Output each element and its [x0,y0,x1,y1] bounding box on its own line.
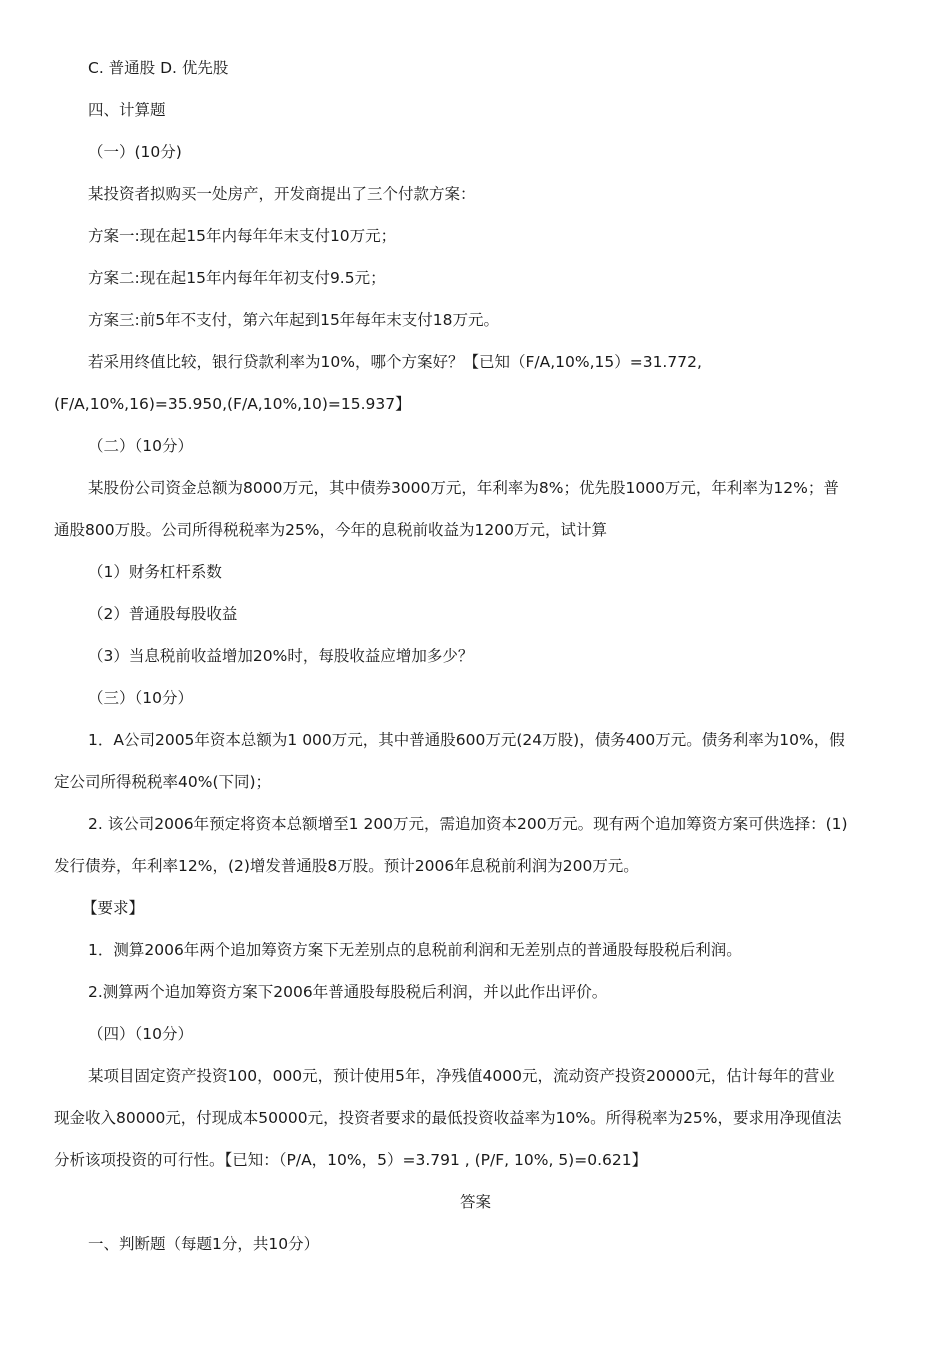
question-4-body-cont-2: 分析该项投资的可行性。【已知：（P/A，10%，5）=3.791 , (P/F, 10%, 5)=0.621】 [54,1151,648,1169]
question-3-heading: （三）（10分） [88,689,193,707]
answer-heading: 答案 [459,1193,491,1211]
question-3-req-1: 1．测算2006年两个追加筹资方案下无差别点的息税前利润和无差别点的普通股每股税后利润。 [88,941,742,959]
answer-section-1: 一、判断题（每题1分，共10分） [88,1235,320,1253]
question-2-body-cont: 通股800万股。公司所得税税率为25%，今年的息税前收益为1200万元，试计算 [54,521,607,539]
question-2-item-3: （3）当息税前收益增加20%时，每股收益应增加多少？ [88,647,474,665]
question-1-ask: 若采用终值比较，银行贷款利率为10%，哪个方案好？【已知（F/A,10%,15）=31.772, [88,353,702,371]
question-1-intro: 某投资者拟购买一处房产，开发商提出了三个付款方案： [88,185,476,203]
choice-options-line: C. 普通股 D. 优先股 [88,59,229,77]
question-2-item-2: （2）普通股每股收益 [88,605,238,623]
section-heading-calc: 四、计算题 [88,101,166,119]
question-3-para-1-cont: 定公司所得税税率40%(下同)； [54,773,272,791]
question-4-body: 某项目固定资产投资100，000元，预计使用5年，净残值4000元，流动资产投资20000元，估计每年的营业 [88,1067,835,1085]
question-1-plan-3: 方案三:前5年不支付，第六年起到15年每年末支付18万元。 [88,311,500,329]
question-1-plan-2: 方案二:现在起15年内每年年初支付9.5元； [88,269,386,287]
question-4-body-cont-1: 现金收入80000元，付现成本50000元，投资者要求的最低投资收益率为10%。所得税率为25%，要求用净现值法 [54,1109,842,1127]
question-1-ask-cont: (F/A,10%,16)=35.950,(F/A,10%,10)=15.937】 [54,395,411,413]
question-1-plan-1: 方案一:现在起15年内每年年末支付10万元； [88,227,397,245]
question-4-heading: （四）（10分） [88,1025,193,1043]
question-3-para-2: 2. 该公司2006年预定将资本总额增至1 200万元，需追加资本200万元。现有两个追加筹资方案可供选择：(1) [88,815,848,833]
question-2-heading: （二）（10分） [88,437,193,455]
question-3-requirements: 【要求】 [82,899,145,917]
question-1-heading: （一）(10分) [88,143,182,161]
question-3-req-2: 2.测算两个追加筹资方案下2006年普通股每股税后利润，并以此作出评价。 [88,983,608,1001]
question-2-item-1: （1）财务杠杆系数 [88,563,222,581]
question-3-para-1: 1．A公司2005年资本总额为1 000万元，其中普通股600万元(24万股)，债务400万元。债务利率为10%，假 [88,731,845,749]
question-2-body: 某股份公司资金总额为8000万元，其中债券3000万元，年利率为8%；优先股1000万元，年利率为12%；普 [88,479,839,497]
question-3-para-2-cont: 发行债券，年利率12%，(2)增发普通股8万股。预计2006年息税前利润为200万元。 [54,857,639,875]
